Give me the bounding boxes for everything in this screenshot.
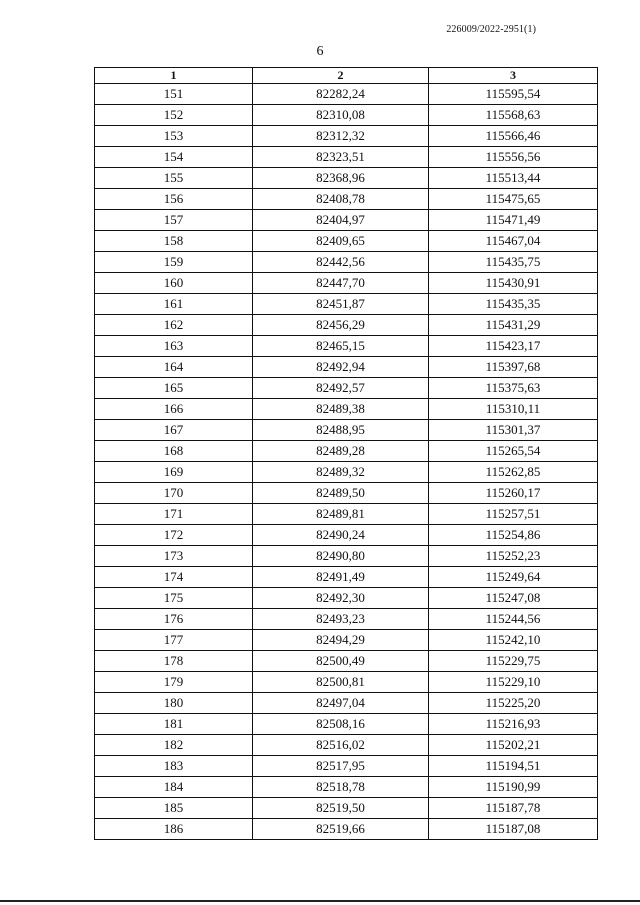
point-number-cell: 156 [95, 189, 253, 210]
point-number-cell: 178 [95, 651, 253, 672]
table-row [95, 147, 598, 168]
table-row [95, 756, 598, 777]
column-header-1: 1 [95, 68, 253, 84]
table-row [95, 462, 598, 483]
x-coordinate-cell: 82508,16 [253, 714, 429, 735]
y-coordinate-cell: 115242,10 [429, 630, 598, 651]
table-row [95, 798, 598, 819]
x-coordinate-cell: 82493,23 [253, 609, 429, 630]
y-coordinate-cell: 115216,93 [429, 714, 598, 735]
y-coordinate-cell: 115247,08 [429, 588, 598, 609]
x-coordinate-cell: 82491,49 [253, 567, 429, 588]
table-row [95, 693, 598, 714]
x-coordinate-cell: 82492,94 [253, 357, 429, 378]
point-number-cell: 153 [95, 126, 253, 147]
table-row [95, 336, 598, 357]
x-coordinate-cell: 82404,97 [253, 210, 429, 231]
table-row [95, 609, 598, 630]
x-coordinate-cell: 82310,08 [253, 105, 429, 126]
x-coordinate-cell: 82465,15 [253, 336, 429, 357]
bottom-edge-line [0, 900, 640, 902]
y-coordinate-cell: 115475,65 [429, 189, 598, 210]
y-coordinate-cell: 115310,11 [429, 399, 598, 420]
table-row [95, 504, 598, 525]
y-coordinate-cell: 115252,23 [429, 546, 598, 567]
point-number-cell: 180 [95, 693, 253, 714]
table-row [95, 819, 598, 840]
table-row [95, 483, 598, 504]
table-row [95, 420, 598, 441]
page-number: 6 [316, 44, 324, 59]
point-number-cell: 169 [95, 462, 253, 483]
y-coordinate-cell: 115301,37 [429, 420, 598, 441]
x-coordinate-cell: 82456,29 [253, 315, 429, 336]
y-coordinate-cell: 115430,91 [429, 273, 598, 294]
point-number-cell: 182 [95, 735, 253, 756]
point-number-cell: 157 [95, 210, 253, 231]
table-row [95, 630, 598, 651]
x-coordinate-cell: 82442,56 [253, 252, 429, 273]
x-coordinate-cell: 82519,66 [253, 819, 429, 840]
x-coordinate-cell: 82497,04 [253, 693, 429, 714]
point-number-cell: 183 [95, 756, 253, 777]
table-row [95, 231, 598, 252]
point-number-cell: 172 [95, 525, 253, 546]
table-row [95, 567, 598, 588]
point-number-cell: 171 [95, 504, 253, 525]
x-coordinate-cell: 82489,81 [253, 504, 429, 525]
y-coordinate-cell: 115435,35 [429, 294, 598, 315]
x-coordinate-cell: 82518,78 [253, 777, 429, 798]
header-row [95, 68, 598, 84]
y-coordinate-cell: 115595,54 [429, 84, 598, 105]
point-number-cell: 174 [95, 567, 253, 588]
point-number-cell: 164 [95, 357, 253, 378]
point-number-cell: 175 [95, 588, 253, 609]
y-coordinate-cell: 115513,44 [429, 168, 598, 189]
y-coordinate-cell: 115257,51 [429, 504, 598, 525]
table-row [95, 294, 598, 315]
x-coordinate-cell: 82490,24 [253, 525, 429, 546]
table-row [95, 84, 598, 105]
table-row [95, 252, 598, 273]
table-row [95, 777, 598, 798]
table-row [95, 399, 598, 420]
y-coordinate-cell: 115566,46 [429, 126, 598, 147]
table-row [95, 735, 598, 756]
column-header-2: 2 [253, 68, 429, 84]
y-coordinate-cell: 115397,68 [429, 357, 598, 378]
x-coordinate-cell: 82492,30 [253, 588, 429, 609]
y-coordinate-cell: 115568,63 [429, 105, 598, 126]
point-number-cell: 184 [95, 777, 253, 798]
x-coordinate-cell: 82519,50 [253, 798, 429, 819]
x-coordinate-cell: 82489,28 [253, 441, 429, 462]
point-number-cell: 152 [95, 105, 253, 126]
point-number-cell: 151 [95, 84, 253, 105]
x-coordinate-cell: 82408,78 [253, 189, 429, 210]
x-coordinate-cell: 82368,96 [253, 168, 429, 189]
x-coordinate-cell: 82516,02 [253, 735, 429, 756]
table-row [95, 672, 598, 693]
point-number-cell: 161 [95, 294, 253, 315]
y-coordinate-cell: 115435,75 [429, 252, 598, 273]
x-coordinate-cell: 82494,29 [253, 630, 429, 651]
x-coordinate-cell: 82492,57 [253, 378, 429, 399]
x-coordinate-cell: 82489,38 [253, 399, 429, 420]
y-coordinate-cell: 115556,56 [429, 147, 598, 168]
table-row [95, 441, 598, 462]
y-coordinate-cell: 115225,20 [429, 693, 598, 714]
table-row [95, 315, 598, 336]
y-coordinate-cell: 115194,51 [429, 756, 598, 777]
point-number-cell: 158 [95, 231, 253, 252]
point-number-cell: 155 [95, 168, 253, 189]
point-number-cell: 163 [95, 336, 253, 357]
coordinates-table [94, 67, 598, 840]
x-coordinate-cell: 82282,24 [253, 84, 429, 105]
point-number-cell: 181 [95, 714, 253, 735]
y-coordinate-cell: 115260,17 [429, 483, 598, 504]
x-coordinate-cell: 82409,65 [253, 231, 429, 252]
y-coordinate-cell: 115262,85 [429, 462, 598, 483]
table-body [95, 84, 598, 840]
x-coordinate-cell: 82489,50 [253, 483, 429, 504]
y-coordinate-cell: 115202,21 [429, 735, 598, 756]
table-row [95, 189, 598, 210]
point-number-cell: 179 [95, 672, 253, 693]
y-coordinate-cell: 115229,10 [429, 672, 598, 693]
point-number-cell: 160 [95, 273, 253, 294]
table-row [95, 714, 598, 735]
y-coordinate-cell: 115265,54 [429, 441, 598, 462]
y-coordinate-cell: 115229,75 [429, 651, 598, 672]
table-header [95, 68, 598, 84]
table-row [95, 525, 598, 546]
point-number-cell: 186 [95, 819, 253, 840]
table-row [95, 168, 598, 189]
point-number-cell: 159 [95, 252, 253, 273]
table-row [95, 588, 598, 609]
point-number-cell: 167 [95, 420, 253, 441]
point-number-cell: 176 [95, 609, 253, 630]
y-coordinate-cell: 115190,99 [429, 777, 598, 798]
x-coordinate-cell: 82489,32 [253, 462, 429, 483]
point-number-cell: 173 [95, 546, 253, 567]
point-number-cell: 185 [95, 798, 253, 819]
x-coordinate-cell: 82490,80 [253, 546, 429, 567]
y-coordinate-cell: 115471,49 [429, 210, 598, 231]
table-row [95, 105, 598, 126]
table-row [95, 210, 598, 231]
x-coordinate-cell: 82323,51 [253, 147, 429, 168]
point-number-cell: 162 [95, 315, 253, 336]
y-coordinate-cell: 115249,64 [429, 567, 598, 588]
x-coordinate-cell: 82451,87 [253, 294, 429, 315]
y-coordinate-cell: 115187,08 [429, 819, 598, 840]
x-coordinate-cell: 82517,95 [253, 756, 429, 777]
table-row [95, 378, 598, 399]
table-row [95, 546, 598, 567]
table-row [95, 126, 598, 147]
document-reference-number: 226009/2022-2951(1) [446, 24, 536, 35]
y-coordinate-cell: 115431,29 [429, 315, 598, 336]
point-number-cell: 165 [95, 378, 253, 399]
table-row [95, 651, 598, 672]
y-coordinate-cell: 115254,86 [429, 525, 598, 546]
x-coordinate-cell: 82488,95 [253, 420, 429, 441]
x-coordinate-cell: 82500,49 [253, 651, 429, 672]
point-number-cell: 170 [95, 483, 253, 504]
x-coordinate-cell: 82500,81 [253, 672, 429, 693]
table-row [95, 357, 598, 378]
y-coordinate-cell: 115187,78 [429, 798, 598, 819]
point-number-cell: 177 [95, 630, 253, 651]
table-row [95, 273, 598, 294]
y-coordinate-cell: 115467,04 [429, 231, 598, 252]
x-coordinate-cell: 82312,32 [253, 126, 429, 147]
y-coordinate-cell: 115244,56 [429, 609, 598, 630]
y-coordinate-cell: 115375,63 [429, 378, 598, 399]
point-number-cell: 166 [95, 399, 253, 420]
y-coordinate-cell: 115423,17 [429, 336, 598, 357]
x-coordinate-cell: 82447,70 [253, 273, 429, 294]
point-number-cell: 168 [95, 441, 253, 462]
point-number-cell: 154 [95, 147, 253, 168]
column-header-3: 3 [429, 68, 598, 84]
